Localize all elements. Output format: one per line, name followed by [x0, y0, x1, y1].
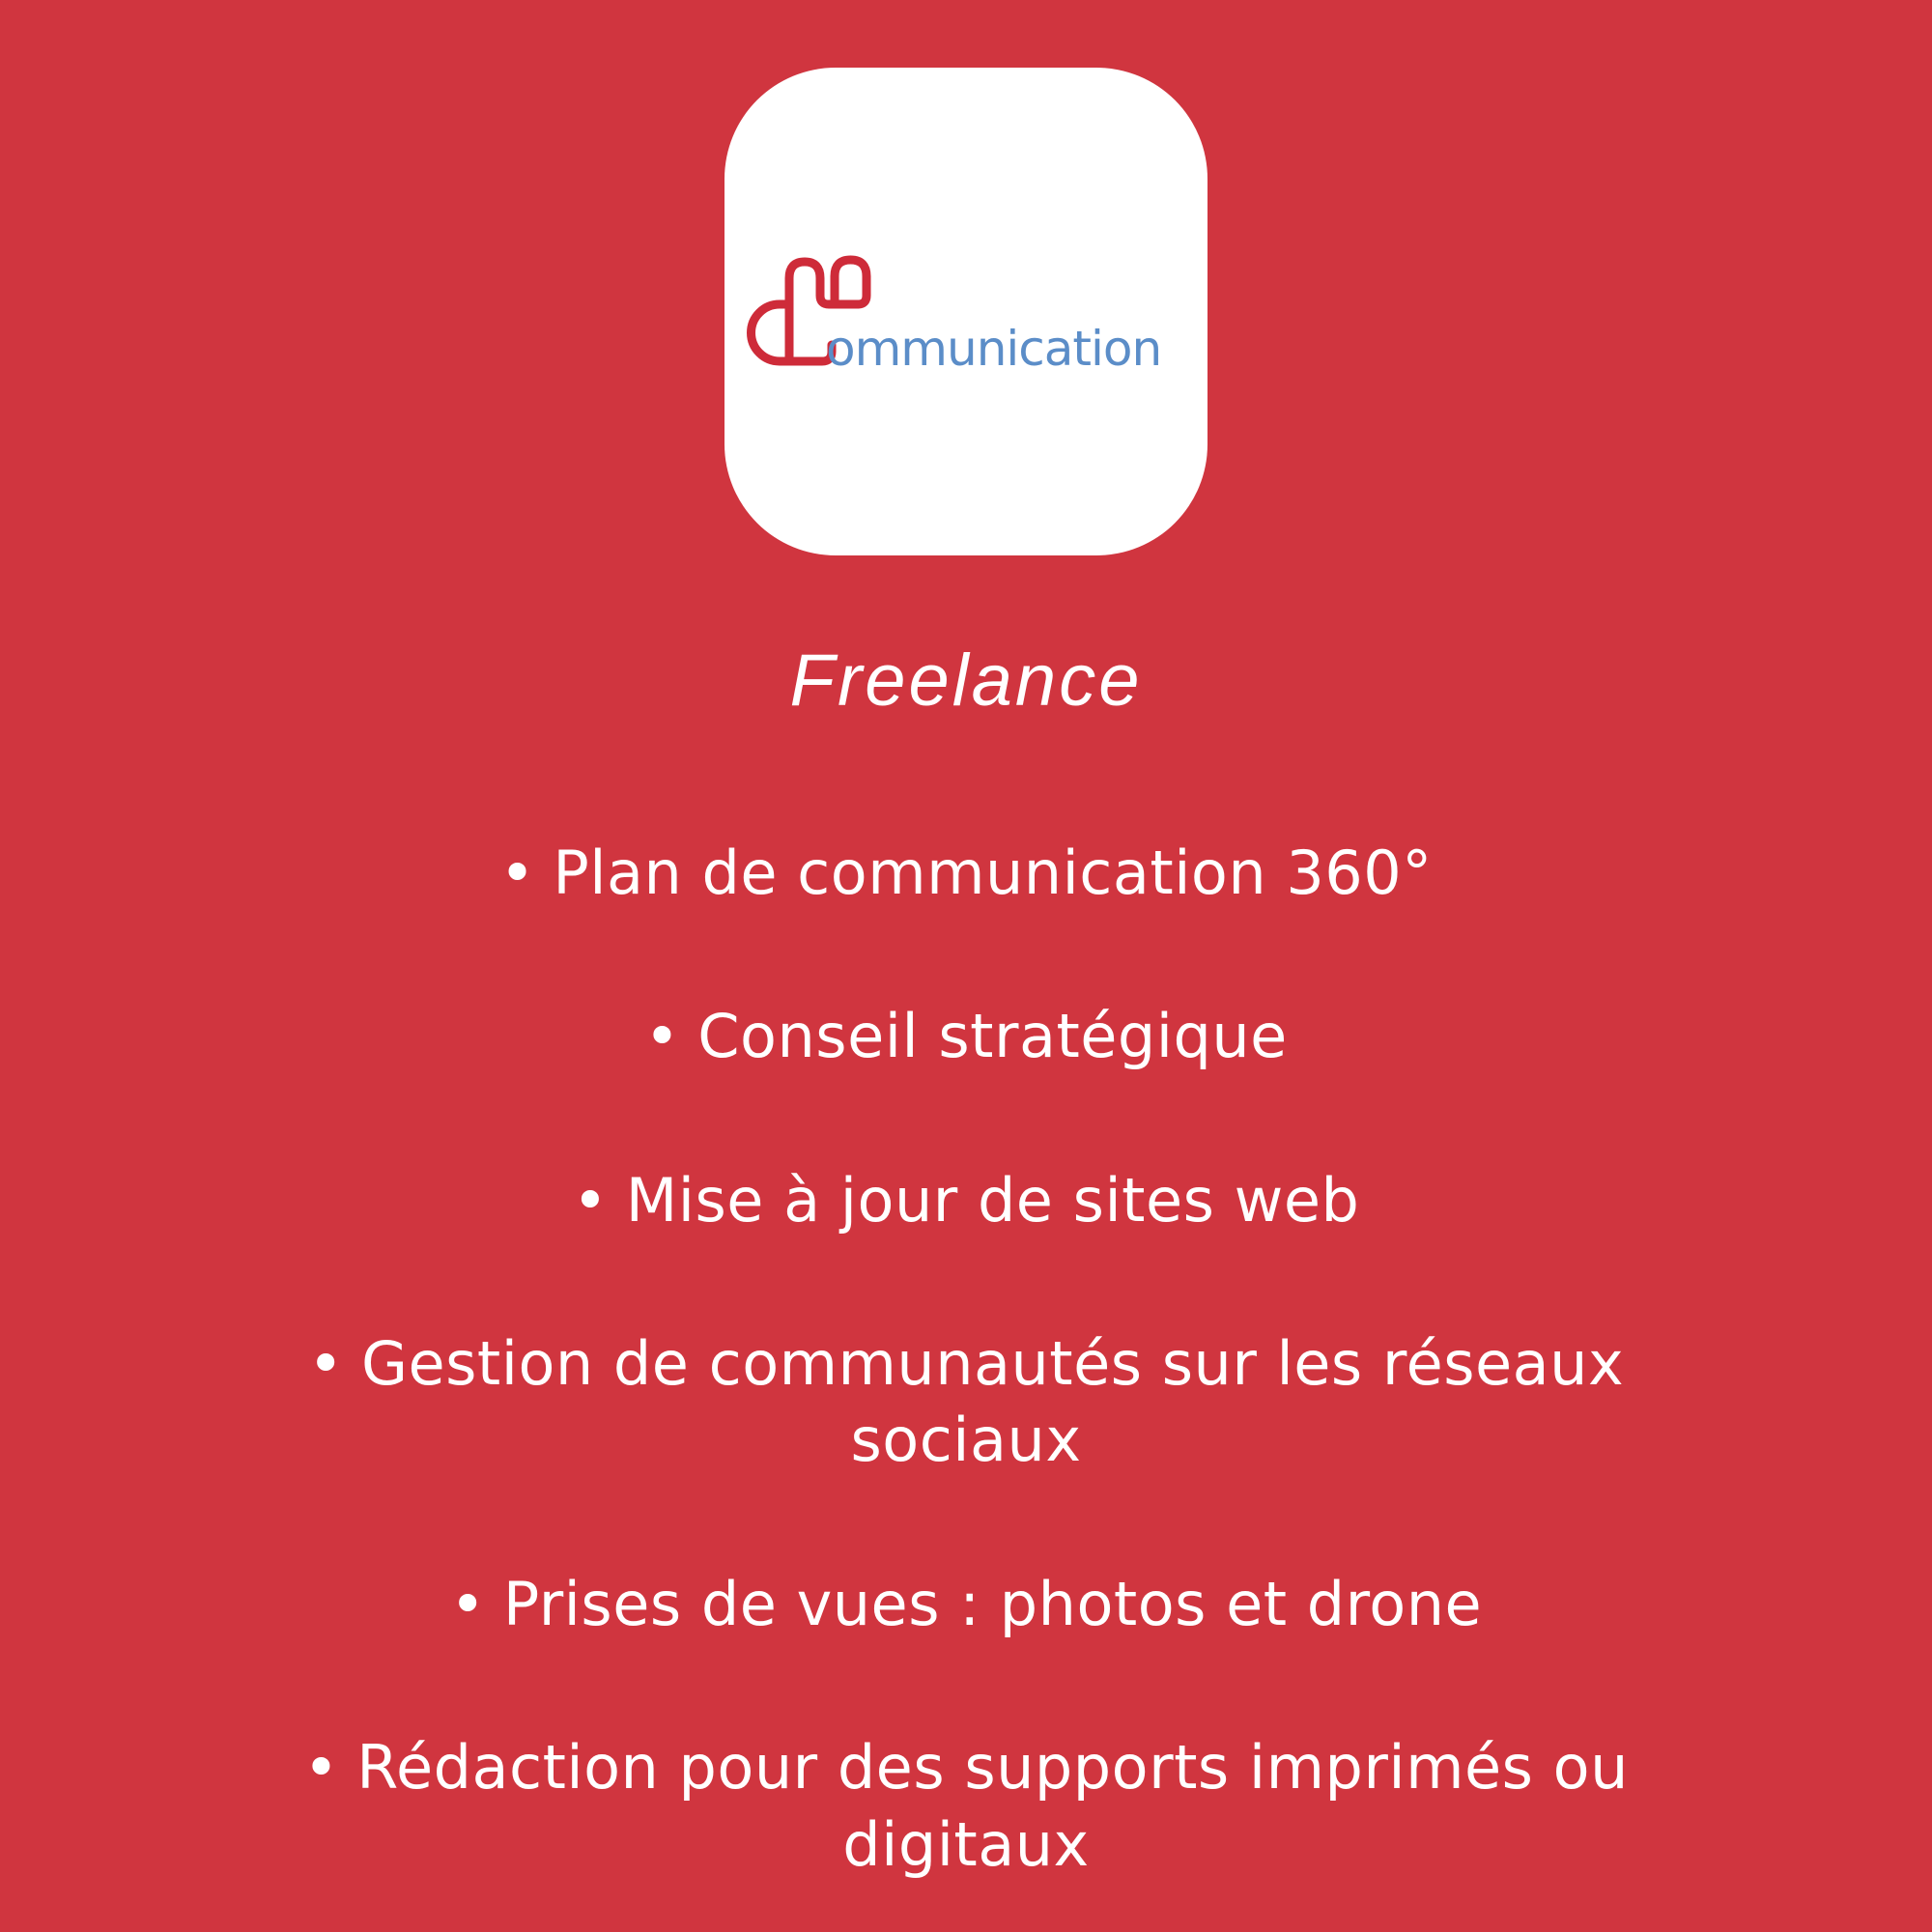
service-item: [213, 1566, 1719, 1642]
bullet-icon: •: [572, 1164, 609, 1236]
bullet-icon: •: [499, 838, 536, 908]
bullet-icon: •: [307, 1328, 344, 1400]
service-item-label: Rédaction pour des supports imprimés ou digitaux: [356, 1732, 1629, 1880]
service-item: [213, 998, 1719, 1074]
service-item-label: Mise à jour de sites web: [625, 1164, 1360, 1236]
service-item: [213, 835, 1719, 911]
service-item-label: Conseil stratégique: [697, 1001, 1288, 1072]
service-item-label: Gestion de communautés sur les réseaux sociaux: [360, 1328, 1625, 1476]
service-item-label: Prises de vues : photos et drone: [502, 1568, 1483, 1639]
service-item-label: Plan de communication 360°: [553, 838, 1433, 908]
bullet-icon: •: [449, 1568, 486, 1639]
services-list: [213, 835, 1719, 1883]
bullet-icon: •: [644, 1001, 681, 1072]
dm-communication-logo: [734, 235, 1198, 389]
bullet-icon: •: [303, 1732, 340, 1804]
service-item: [213, 1162, 1719, 1238]
logo-wordmark-text: ommunication: [826, 320, 1162, 377]
subtitle-freelance: Freelance: [789, 639, 1143, 722]
service-item: [213, 1729, 1719, 1883]
logo-card: [724, 68, 1208, 555]
service-item: [213, 1325, 1719, 1479]
